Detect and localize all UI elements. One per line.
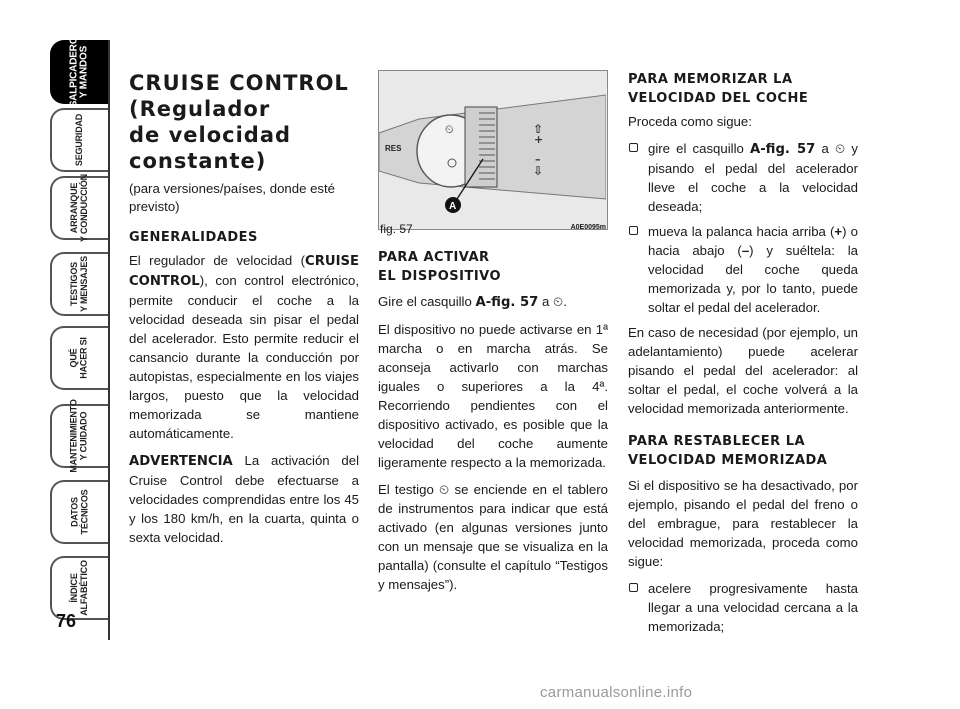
svg-text:⏲: ⏲: [445, 123, 454, 136]
tab-label: TESTIGOS Y MENSAJES: [68, 256, 89, 312]
chapter-sidebar: [44, 36, 108, 680]
tab-label: DATOS TÉCNICOS: [69, 489, 89, 535]
column-2: [378, 248, 608, 602]
cruise-control-icon: ⏲: [553, 294, 564, 309]
paragraph-intro: El regulador de velocidad (CRUISE CONTROL), con control electrónico, permite conducir el coche a la velocidad deseada sin pisar el pedal del acelerador. Esto permite reducir el cansancio durante la conducción por autopistas, especialmente en los viajes largos, puesto que la velocidad memorizada se mantiene automáticamente.: [129, 253, 359, 441]
column-1: [129, 70, 359, 555]
list-item: gire el casquillo A-fig. 57 a ⏲ y pisando el pedal del acelerador lleve el coche a la velocidad deseada;: [628, 139, 858, 216]
paragraph-restablecer: Si el dispositivo se ha desactivado, por ejemplo, pisando el pedal del freno o del embrague, para restablecer la velocidad memorizada, proceda como sigue:: [628, 478, 858, 569]
tab-datos[interactable]: [44, 480, 108, 544]
list-item: acelere progresivamente hasta llegar a una velocidad cercana a la memorizada;: [628, 579, 858, 636]
page-title: CRUISE CONTROL (Regulador de velocidad constante): [129, 71, 349, 173]
paragraph-testigo: El testigo ⏲ se enciende en el tablero de instrumentos para indicar que está activado (en algunas versiones junto con un mensaje que se visualiza en la pantalla) (consulte el capítulo “Testigos y mensajes”).: [378, 482, 608, 592]
tab-seguridad[interactable]: [44, 108, 108, 172]
tab-label: ARRANQUE Y CONDUCCIÓN: [69, 174, 90, 242]
list-item: mueva la palanca hacia arriba (+) o hacia abajo (–) y suéltela: la velocidad del coche queda memorizada y, por lo tanto, puede soltar el pedal del acelerador.: [628, 222, 858, 317]
tab-mantenimiento[interactable]: [44, 399, 108, 473]
figure-57: [378, 70, 608, 230]
tab-que-hacer[interactable]: [44, 326, 108, 390]
paragraph-warning: ADVERTENCIA La activación del Cruise Control debe efectuarse a velocidades comprendidas entre los 45 y los 180 km/h, en la cuarta, quinta o sexta velocidad.: [129, 453, 359, 545]
svg-text:⇩: ⇩: [533, 164, 544, 178]
svg-text:+: +: [534, 133, 544, 146]
cruise-control-icon: ⏲: [834, 141, 846, 156]
cruise-control-icon: ⏲: [438, 482, 450, 497]
figure-code: A0E0095m: [570, 224, 606, 231]
page-number: 76: [55, 611, 77, 631]
heading-memorizar: PARA MEMORIZAR LA VELOCIDAD DEL COCHE: [628, 72, 809, 106]
tab-label: QUÉ HACER SI: [69, 337, 89, 379]
paragraph-activar: Gire el casquillo A-fig. 57 a ⏲.: [378, 294, 567, 310]
heading-restablecer: PARA RESTABLECER LA VELOCIDAD MEMORIZADA: [628, 434, 828, 468]
tab-label: ÍNDICE ALFABÉTICO: [69, 560, 89, 616]
paragraph-adelantamiento: En caso de necesidad (por ejemplo, un adelantamiento) puede acelerar pisando el pedal del acelerador: al soltar el pedal, el coche volverá a la velocidad memorizada anteriormente.: [628, 325, 858, 416]
tab-testigos[interactable]: [44, 252, 108, 316]
tab-salpicadero[interactable]: [44, 36, 108, 108]
column-3: [628, 70, 858, 642]
watermark: carmanualsonline.info: [540, 684, 693, 701]
heading-activar: PARA ACTIVAR EL DISPOSITIVO: [378, 250, 502, 284]
cruise-lever-illustration: [379, 71, 606, 228]
tab-label: MANTENIMIENTO Y CUIDADO: [69, 399, 90, 473]
tab-label: SALPICADERO Y MANDOS: [68, 36, 89, 108]
svg-text:–: –: [535, 153, 541, 166]
tab-arranque[interactable]: [44, 176, 108, 240]
subtitle: (para versiones/países, donde esté previsto): [129, 181, 335, 214]
heading-generalidades: GENERALIDADES: [129, 230, 258, 245]
paragraph-condiciones: El dispositivo no puede activarse en 1ª marcha o en marcha atrás. Se aconseja activarlo con marchas iguales o superiores a la 4ª. Recorriendo pendientes con el dispositivo activado, es posible que la velocidad del coche aumente ligeramente respecto a la memorizada.: [378, 322, 608, 470]
svg-text:⇧: ⇧: [533, 122, 544, 136]
paragraph-intro: Proceda como sigue:: [628, 114, 752, 129]
tab-label: SEGURIDAD: [74, 113, 84, 167]
figure-number: fig. 57: [380, 222, 413, 236]
res-label: RES: [385, 144, 402, 153]
sidebar-divider: [108, 40, 110, 640]
figure-marker-a: A: [449, 201, 457, 212]
